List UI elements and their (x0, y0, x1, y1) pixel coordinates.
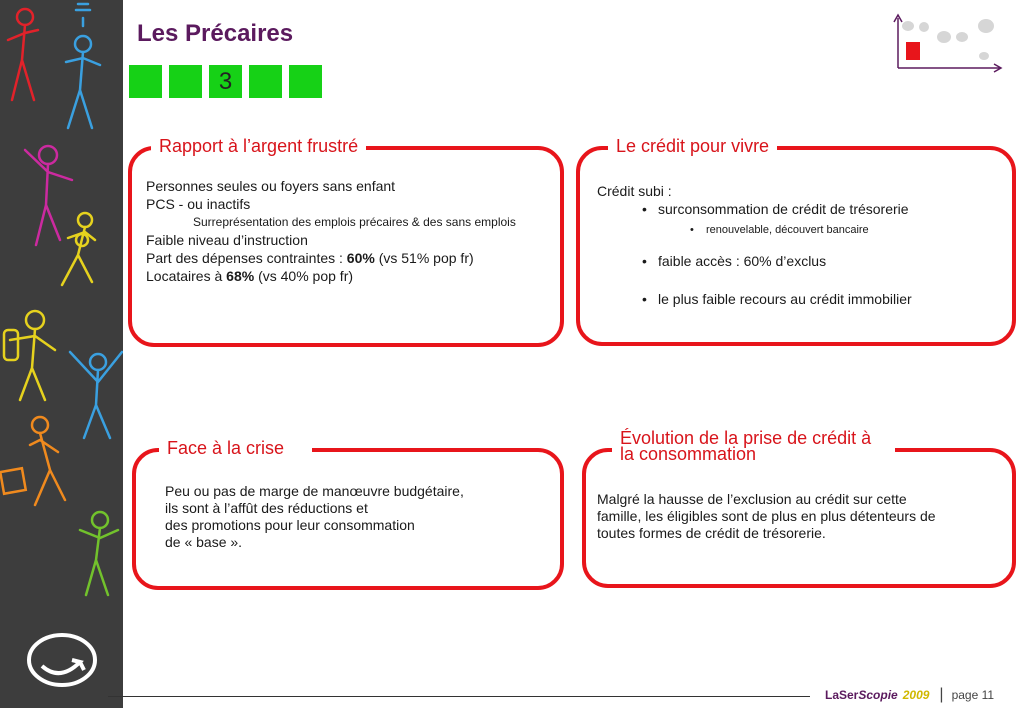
footer-divider (108, 696, 810, 697)
step-square (249, 65, 282, 98)
stick-figures-illustration (0, 0, 123, 708)
panel-title-crise: Face à la crise (159, 438, 312, 458)
panel-body-rapport (146, 177, 516, 285)
text-line: Peu ou pas de marge de manœuvre budgétaire, (165, 483, 464, 499)
sidebar-illustration (0, 0, 123, 708)
laser-swirl-logo-icon (29, 635, 95, 685)
step-square (289, 65, 322, 98)
panel-title-credit: Le crédit pour vivre (608, 136, 777, 156)
text-line: des promotions pour leur consommation (165, 517, 415, 533)
text-line: toutes formes de crédit de trésorerie. (597, 525, 826, 541)
panel-body-crise (165, 483, 464, 551)
text-line: Crédit subi : (597, 183, 672, 199)
page-title: Les Précaires (137, 20, 294, 47)
footer-separator: | (939, 686, 944, 703)
panel-title-rapport: Rapport à l’argent frustré (151, 136, 366, 156)
bullet-item: • le plus faible recours au crédit immobilier (642, 291, 912, 307)
text-line: PCS - ou inactifs (146, 196, 251, 212)
step-square (129, 65, 162, 98)
text-line: Personnes seules ou foyers sans enfant (146, 178, 396, 194)
panel-body-credit (597, 182, 912, 308)
step-square-current: 3 (209, 65, 242, 98)
text-line: Malgré la hausse de l’exclusion au crédit sur cette (597, 491, 907, 507)
text-line-depenses: Part des dépenses contraintes : 60% (vs 51% pop fr) (146, 250, 474, 266)
bullet-item: • surconsommation de crédit de trésorerie (642, 201, 909, 217)
footer-year: 2009 (902, 688, 930, 702)
step-indicator (129, 65, 322, 98)
text-line: de « base ». (165, 534, 243, 550)
panel-title-evolution: Évolution de la prise de crédit à la consommation (612, 430, 895, 462)
text-line: ils sont à l’affût des réductions et (165, 500, 368, 516)
footer (825, 686, 994, 704)
footer-brand-italic: Scopie (858, 688, 898, 702)
page-number: page 11 (951, 688, 995, 702)
text-line-locataires: Locataires à 68% (vs 40% pop fr) (146, 268, 354, 284)
scatter-graph-icon (888, 12, 1004, 74)
step-square (169, 65, 202, 98)
footer-brand: LaSer (825, 688, 859, 702)
panel-body-evolution (597, 491, 936, 542)
sub-bullet-item: • renouvelable, découvert bancaire (690, 224, 869, 236)
text-line: famille, les éligibles sont de plus en plus détenteurs de (597, 508, 936, 524)
text-line: Surreprésentation des emplois précaires & des sans emplois (193, 215, 516, 229)
bullet-item: • faible accès : 60% d’exclus (642, 253, 827, 269)
text-line: Faible niveau d’instruction (146, 232, 308, 248)
